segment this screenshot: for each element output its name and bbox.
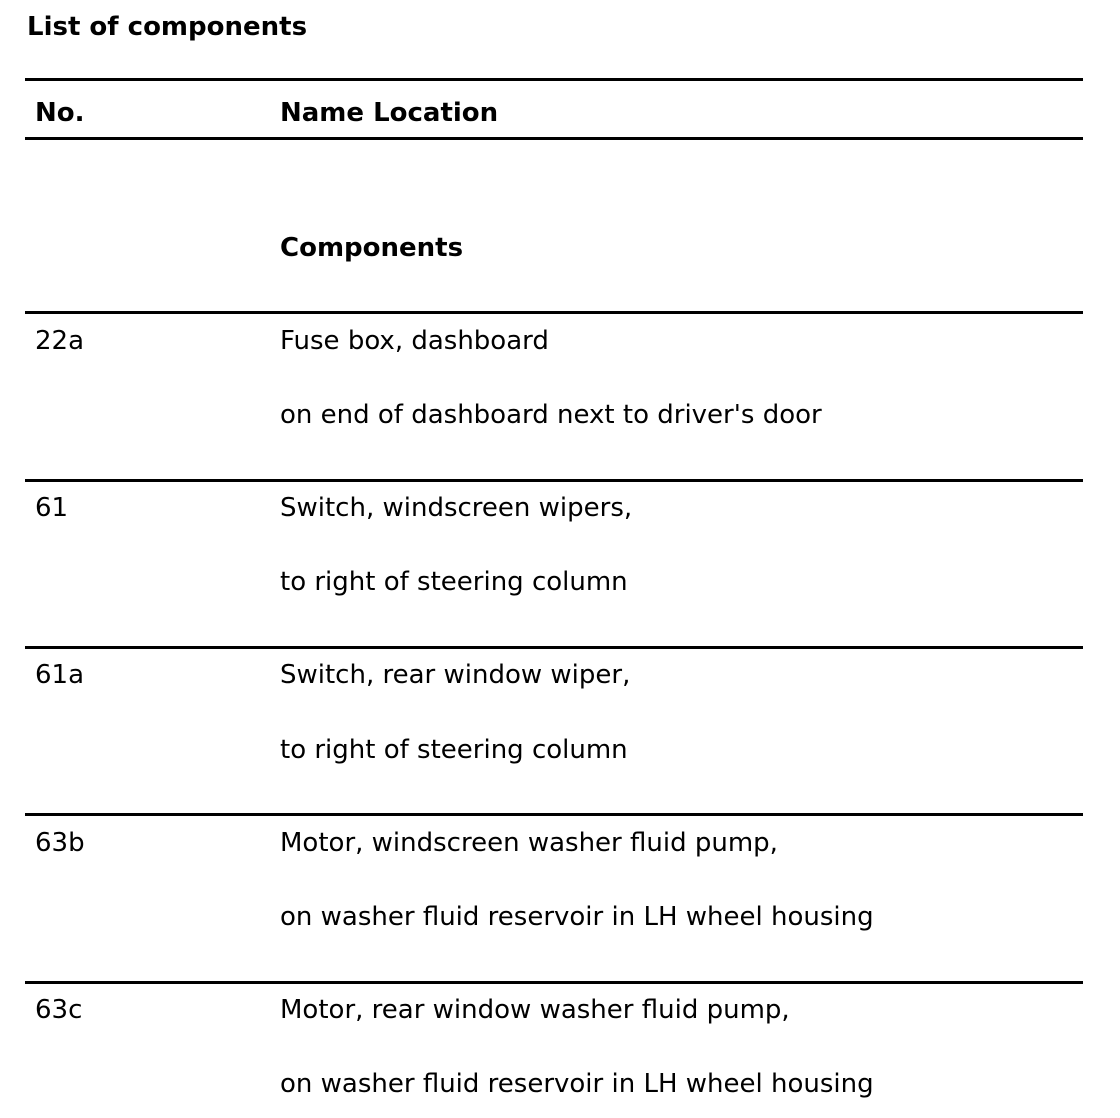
- row-divider: [25, 981, 1083, 984]
- section-heading: Components: [280, 233, 464, 263]
- row-name: Switch, rear window wiper,: [280, 660, 631, 690]
- header-name-location: Name Location: [280, 98, 499, 128]
- row-name: Fuse box, dashboard: [280, 326, 549, 356]
- row-divider: [25, 646, 1083, 649]
- row-name: Motor, windscreen washer fluid pump,: [280, 828, 778, 858]
- document-title: List of components: [27, 12, 308, 42]
- row-number: 22a: [35, 326, 85, 356]
- row-divider: [25, 479, 1083, 482]
- row-name: Switch, windscreen wipers,: [280, 493, 633, 523]
- row-number: 61: [35, 493, 69, 523]
- table-top-rule: [25, 78, 1083, 81]
- row-location: on washer fluid reservoir in LH wheel housing: [280, 1069, 874, 1099]
- row-divider: [25, 813, 1083, 816]
- row-name: Motor, rear window washer fluid pump,: [280, 995, 790, 1025]
- row-number: 63c: [35, 995, 83, 1025]
- row-divider: [25, 311, 1083, 314]
- row-location: on end of dashboard next to driver's door: [280, 400, 822, 430]
- row-location: to right of steering column: [280, 735, 628, 765]
- row-location: to right of steering column: [280, 567, 628, 597]
- row-location: on washer fluid reservoir in LH wheel housing: [280, 902, 874, 932]
- header-no: No.: [35, 98, 85, 128]
- header-bottom-rule: [25, 137, 1083, 140]
- row-number: 61a: [35, 660, 85, 690]
- row-number: 63b: [35, 828, 85, 858]
